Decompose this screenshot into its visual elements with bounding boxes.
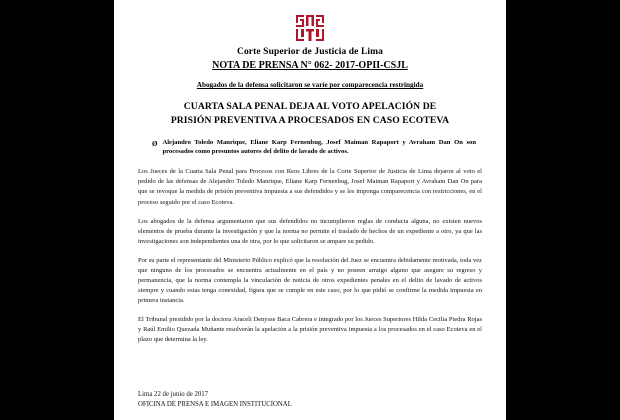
body-copy <box>138 167 482 345</box>
press-release-page <box>114 0 506 420</box>
paragraph: Los abogados de la defensa argumentaron que sus defendidos no incumplieron reglas de conducta alguna, no existen nuevos elementos de prueba durante la investigación y que la norma no permite el traslado de hechos de un expediente a otro, ya que las investigaciones son independientes una de otra, por lo que solicitaron se ampare su pedido. <box>138 217 482 245</box>
paragraph: El Tribunal presidido por la doctora Araceli Denysse Baca Cabrera e integrado por los Jueces Superiores Hilda Cecilia Piedra Rojas y Raúl Emilio Quezada Muñante resolverán la apelación a la prisión preventiva impuesta a los procesados en el caso Ecoteva en el plazo que determina la ley. <box>138 316 482 344</box>
bullet-marker-icon: Ø <box>152 139 158 148</box>
document-footer <box>138 390 482 414</box>
paragraph: Los Jueces de la Cuarta Sala Penal para Procesos con Reos Libres de la Corte Superior de Justicia de Lima dejaron al voto el pedido de las defensas de Alejandro Toledo Manrique, Eliane Karp Fernenbug, Josef Maiman Rapaport y Avraham Dan On para que se revoque la medida de prisión preventiva impuesta a sus defendidos y se les imponga comparecencia con restricciones, en el proceso seguido por el caso Ecoteva. <box>138 168 482 206</box>
organization-title: Corte Superior de Justicia de Lima <box>237 47 383 57</box>
subtitle: Abogados de la defensa solicitaron se varíe por comparecencia restringida <box>196 81 424 90</box>
logo-container <box>138 14 482 42</box>
poder-judicial-logo-icon <box>295 14 325 42</box>
press-note-title: NOTA DE PRENSA N° 062- 2017-OPII-CSJL <box>212 59 408 71</box>
footer-date: Lima 22 de junio de 2017 <box>138 390 209 398</box>
headline <box>138 100 482 128</box>
footer-office: OFICINA DE PRENSA E IMAGEN INSTITUCIONAL <box>138 400 292 408</box>
bullet-item <box>138 138 482 158</box>
headline-line-2: PRISIÓN PREVENTIVA A PROCESADOS EN CASO ECOTEVA <box>170 114 450 126</box>
paragraph: Por su parte el representante del Ministerio Público explicó que la resolución del Juez se encuentra debidamente motivada, toda vez que ninguno de los procesados se encuentra actualmente en el país y no poseen arraigo alguno que asegure su regreso y permanencia, que la norma contempla la vinculación de noticia de otros expedientes penales en el delito de lavado de activos siempre y cuando estas tenga conexidad, figura que se cumple en este caso, por lo que pidió se confirme la medida impuesta en primera instancia. <box>138 256 482 305</box>
bullet-text: Alejandro Toledo Manrique, Eliane Karp Fernenbug, Josef Maiman Rapaport y Avraham Dan On son procesados como presuntos autores del delito de lavado de activos. <box>162 138 476 156</box>
headline-line-1: CUARTA SALA PENAL DEJA AL VOTO APELACIÓN DE <box>183 100 437 112</box>
